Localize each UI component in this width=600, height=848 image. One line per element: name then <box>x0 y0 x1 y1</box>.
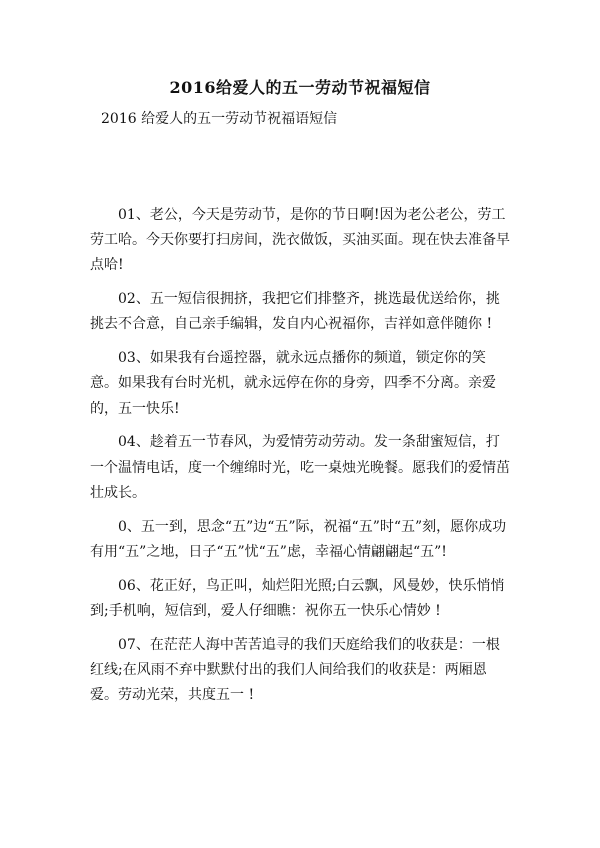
paragraph-02: 02、五一短信很拥挤，我把它们排整齐，挑选最优送给你，挑挑去不合意，自己亲手编辑，发自内心祝福你，吉祥如意伴随你 ! <box>90 291 500 333</box>
paragraph-07: 07、在茫茫人海中苦苦追寻的我们天庭给我们的收获是：一根红线;在风雨不弃中默默付出的我们人间给我们的收获是：两厢恩爱。劳动光荣，共度五一 ! <box>90 636 500 704</box>
paragraph-03: 03、如果我有台遥控器，就永远点播你的频道，锁定你的笑意。如果我有台时光机，就永远停在你的身旁，四季不分离。亲爱的，五一快乐! <box>90 350 496 417</box>
paragraph-06: 06、花正好，鸟正叫，灿烂阳光照;白云飘，风曼妙，快乐悄悄到;手机响，短信到，爱人仔细瞧：祝你五一快乐心情妙 ! <box>90 577 505 619</box>
paragraph-05: 0、五一到，思念“五”边“五”际，祝福“五”时“五”刻，愿你成功有用“五”之地，日子“五”忧“五”虑，幸福心情翩翩起“五”! <box>90 518 507 560</box>
document-body <box>90 203 510 717</box>
document-title: 2016给爱人的五一劳动节祝福短信 <box>169 78 431 97</box>
paragraph-01: 01、老公，今天是劳动节，是你的节日啊!因为老公老公，劳工劳工哈。今天你要打扫房间，洗衣做饭，买油买面。现在快去准备早点哈! <box>90 207 510 274</box>
document-subtitle: 2016 给爱人的五一劳动节祝福语短信 <box>101 111 338 127</box>
paragraph-04: 04、趁着五一节春风，为爱情劳动劳动。发一条甜蜜短信，打一个温情电话，度一个缠绵时光，吃一桌烛光晚餐。愿我们的爱情茁壮成长。 <box>90 434 510 501</box>
